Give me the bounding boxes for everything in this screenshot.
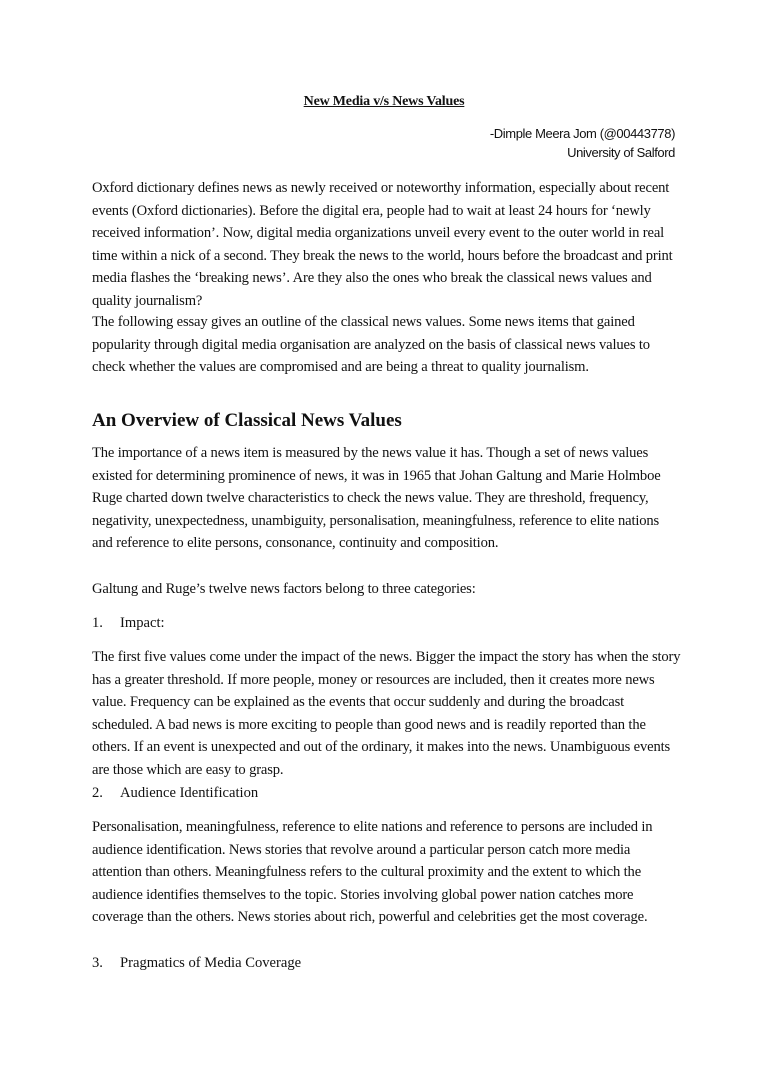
category-number: 1. — [92, 615, 103, 631]
category-heading-impact — [92, 612, 682, 634]
category-label: Audience Identification — [120, 785, 259, 801]
affiliation-line: University of Salford — [567, 145, 675, 160]
category-heading-audience — [92, 782, 682, 804]
category-label: Impact: — [120, 615, 165, 631]
intro-paragraph-2: The following essay gives an outline of the classical news values. Some news items that gained popularity through digital media organisation are analyzed on the basis of classical news values to check whether the values are compromised and are being a threat to quality journalism. — [92, 314, 650, 376]
document-title: New Media v/s News Values — [303, 94, 465, 109]
category-heading-pragmatics — [92, 952, 682, 974]
author-line: -Dimple Meera Jom (@00443778) — [489, 126, 675, 141]
category-text-impact: The first five values come under the impact of the news. Bigger the impact the story has when the story has a greater threshold. If more people, money or resources are included, then it creates more news value. Frequency can be explained as the events that occur suddenly and during the broadcast scheduled. A bad news is more exciting to people than good news and is readily reported than the others. If an event is unexpected and out of the ordinary, it makes into the news. Unambiguous events are those which are easy to grasp. — [92, 649, 681, 778]
section-heading: An Overview of Classical News Values — [92, 410, 402, 431]
category-number: 2. — [92, 785, 103, 801]
section-paragraph-1: The importance of a news item is measured by the news value it has. Though a set of news values existed for determining prominence of news, it was in 1965 that Johan Galtung and Marie Holmboe Ruge charted down twelve characteristics to check the news value. They are threshold, frequency, negativity, unexpectedness, unambiguity, personalisation, meaningfulness, reference to elite nations and reference to elite persons, consonance, continuity and composition. — [92, 445, 661, 552]
intro-paragraph-1: Oxford dictionary defines news as newly received or noteworthy information, especially about recent events (Oxford dictionaries). Before the digital era, people had to wait at least 24 hours for ‘newly received information’. Now, digital media organizations unveil every event to the outer world in real time within a nick of a second. They break the news to the world, hours before the broadcast and print media flashes the ‘breaking news’. Are they also the ones who break the classical news values and quality journalism? — [92, 180, 673, 309]
category-label: Pragmatics of Media Coverage — [120, 955, 302, 971]
category-number: 3. — [92, 955, 103, 971]
section-paragraph-2: Galtung and Ruge’s twelve news factors belong to three categories: — [92, 581, 476, 597]
category-text-audience: Personalisation, meaningfulness, reference to elite nations and reference to persons are included in audience identification. News stories that revolve around a particular person catch more media attention than others. Meaningfulness refers to the cultural proximity and the extent to which the audience identifies themselves to the topic. Stories involving global power nation catches more coverage than the others. News stories about rich, powerful and celebrities get the most coverage. — [92, 819, 653, 926]
